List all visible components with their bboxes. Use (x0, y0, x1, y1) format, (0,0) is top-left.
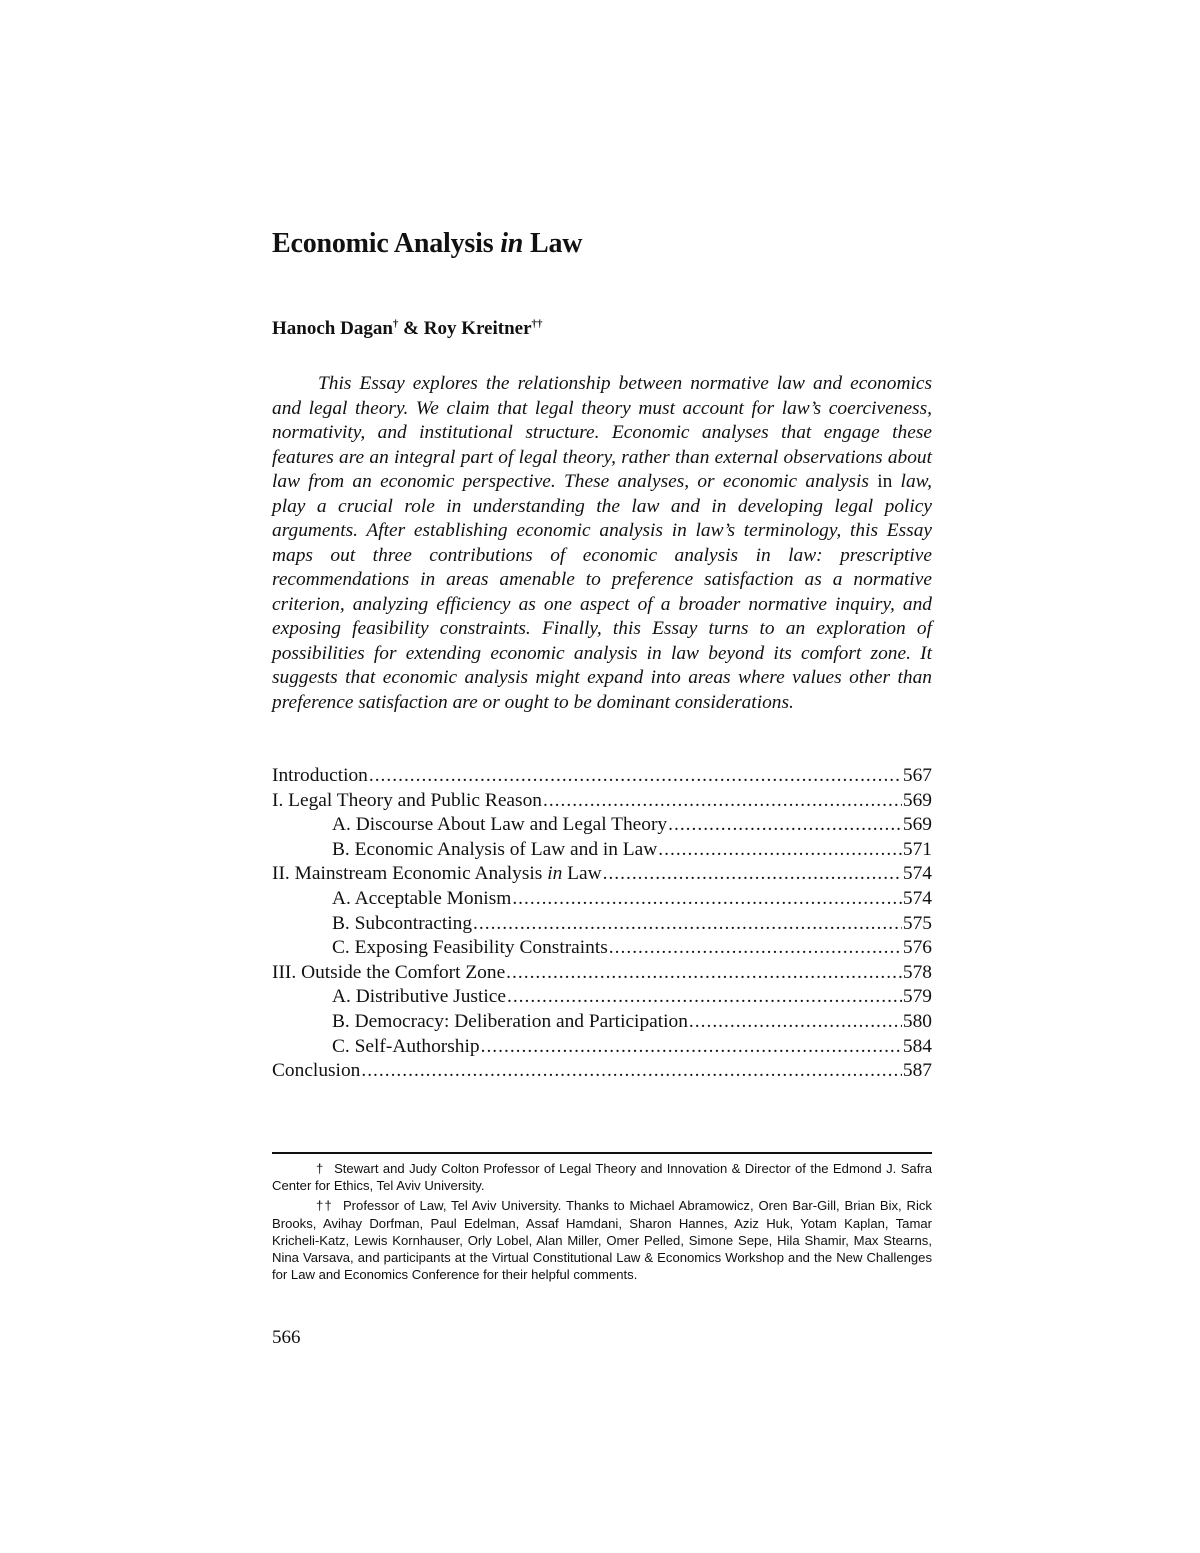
toc-leader-dots (603, 862, 902, 887)
toc-entry: A. Distributive Justice ..... 579 (272, 985, 932, 1010)
toc-page-number: 569 (902, 814, 932, 836)
footnote-text: Stewart and Judy Colton Professor of Legal Theory and Innovation & Director of the Edmond J. Safra Center for Ethics, Tel Aviv University. (272, 1161, 932, 1194)
footnote-marker: †† (531, 318, 543, 330)
toc-page-number: 587 (902, 1060, 932, 1082)
toc-leader-dots (361, 1059, 902, 1084)
toc-entry: B. Democracy: Deliberation and Participation ..... 580 (272, 1010, 932, 1035)
page-number: 566 (272, 1327, 301, 1348)
paper-page (272, 0, 932, 1553)
toc-leader-dots (507, 985, 902, 1010)
toc-entry: III. Outside the Comfort Zone ..... 578 (272, 961, 932, 986)
toc-leader-dots (512, 887, 902, 912)
author-line: Hanoch Dagan† & Roy Kreitner†† (272, 318, 543, 339)
toc-page-number: 579 (902, 986, 932, 1008)
toc-entry: B. Economic Analysis of Law and in Law ..... 571 (272, 838, 932, 863)
toc-page-number: 569 (902, 789, 932, 811)
toc-page-number: 574 (902, 863, 932, 885)
footnote-marker: † (316, 1161, 325, 1176)
footnote (272, 1160, 932, 1194)
toc-leader-dots (658, 838, 902, 863)
toc-entry: A. Acceptable Monism ..... 574 (272, 887, 932, 912)
footnote-marker: † (392, 318, 399, 330)
toc-leader-dots (543, 789, 902, 814)
toc-entry: Conclusion ..... 587 (272, 1059, 932, 1084)
toc-leader-dots (369, 764, 902, 789)
footnote-text: Professor of Law, Tel Aviv University. Thanks to Michael Abramowicz, Oren Bar-Gill, Brian Bix, Rick Brooks, Avihay Dorfman, Paul Edelman, Assaf Hamdani, Sharon Hannes, Aziz Huk, Yotam Kaplan, Tamar Kricheli-Katz, Lewis Kornhauser, Orly Lobel, Alan Miller, Omer Pelled, Simone Sepe, Hila Shamir, Max Stearns, Nina Varsava, and participants at the Virtual Constitutional Law & Economics Workshop and the New Challenges for Law and Economics Conference for their helpful comments. (272, 1198, 932, 1283)
toc-leader-dots (481, 1035, 902, 1060)
toc-leader-dots (689, 1010, 902, 1035)
toc-leader-dots (668, 813, 902, 838)
toc-entry: B. Subcontracting ..... 575 (272, 912, 932, 937)
toc-entry: C. Self-Authorship ..... 584 (272, 1035, 932, 1060)
toc-leader-dots (473, 912, 902, 937)
author-name: Roy Kreitner (423, 318, 532, 339)
toc-entry: II. Mainstream Economic Analysis in Law ..... 574 (272, 862, 932, 887)
abstract: This Essay explores the relationship between normative law and economics and legal theory. We claim that legal theory must account for law’s coerciveness, normativity, and institutional structure. Economic analyses that engage these features are an integral part of legal theory, rather than external observations about law from an economic perspective. These analyses, or economic analysis in law, play a crucial role in understanding the law and in developing legal policy arguments. After establishing economic analysis in law’s terminology, this Essay maps out three contributions of economic analysis in law: prescriptive recommendations in areas amenable to preference satisfaction as a normative criterion, analyzing efficiency as one aspect of a broader normative inquiry, and exposing feasibility constraints. Finally, this Essay turns to an exploration of possibilities for extending economic analysis in law beyond its comfort zone. It suggests that economic analysis might expand into areas where values other than preference satisfaction are or ought to be dominant considerations. (272, 373, 932, 713)
toc-page-number: 574 (902, 887, 932, 909)
toc-page-number: 576 (902, 937, 932, 959)
article-title: Economic Analysis in Law (272, 228, 583, 259)
toc-page-number: 580 (902, 1010, 932, 1032)
toc-entry: A. Discourse About Law and Legal Theory ..... 569 (272, 813, 932, 838)
toc-entry: Introduction ..... 567 (272, 764, 932, 789)
toc-page-number: 584 (902, 1035, 932, 1057)
toc-page-number: 571 (902, 838, 932, 860)
toc-page-number: 575 (902, 912, 932, 934)
footnote-marker: †† (316, 1198, 333, 1214)
footnote-divider (272, 1152, 932, 1154)
footnote (272, 1197, 932, 1283)
toc-page-number: 578 (902, 961, 932, 983)
table-of-contents (272, 764, 932, 1084)
toc-leader-dots (609, 936, 902, 961)
author-name: Hanoch Dagan (272, 318, 393, 339)
toc-page-number: 567 (902, 765, 932, 786)
toc-entry: I. Legal Theory and Public Reason ..... 569 (272, 789, 932, 814)
toc-entry: C. Exposing Feasibility Constraints ..... 576 (272, 936, 932, 961)
toc-leader-dots (506, 961, 902, 986)
footnotes (272, 1160, 932, 1286)
